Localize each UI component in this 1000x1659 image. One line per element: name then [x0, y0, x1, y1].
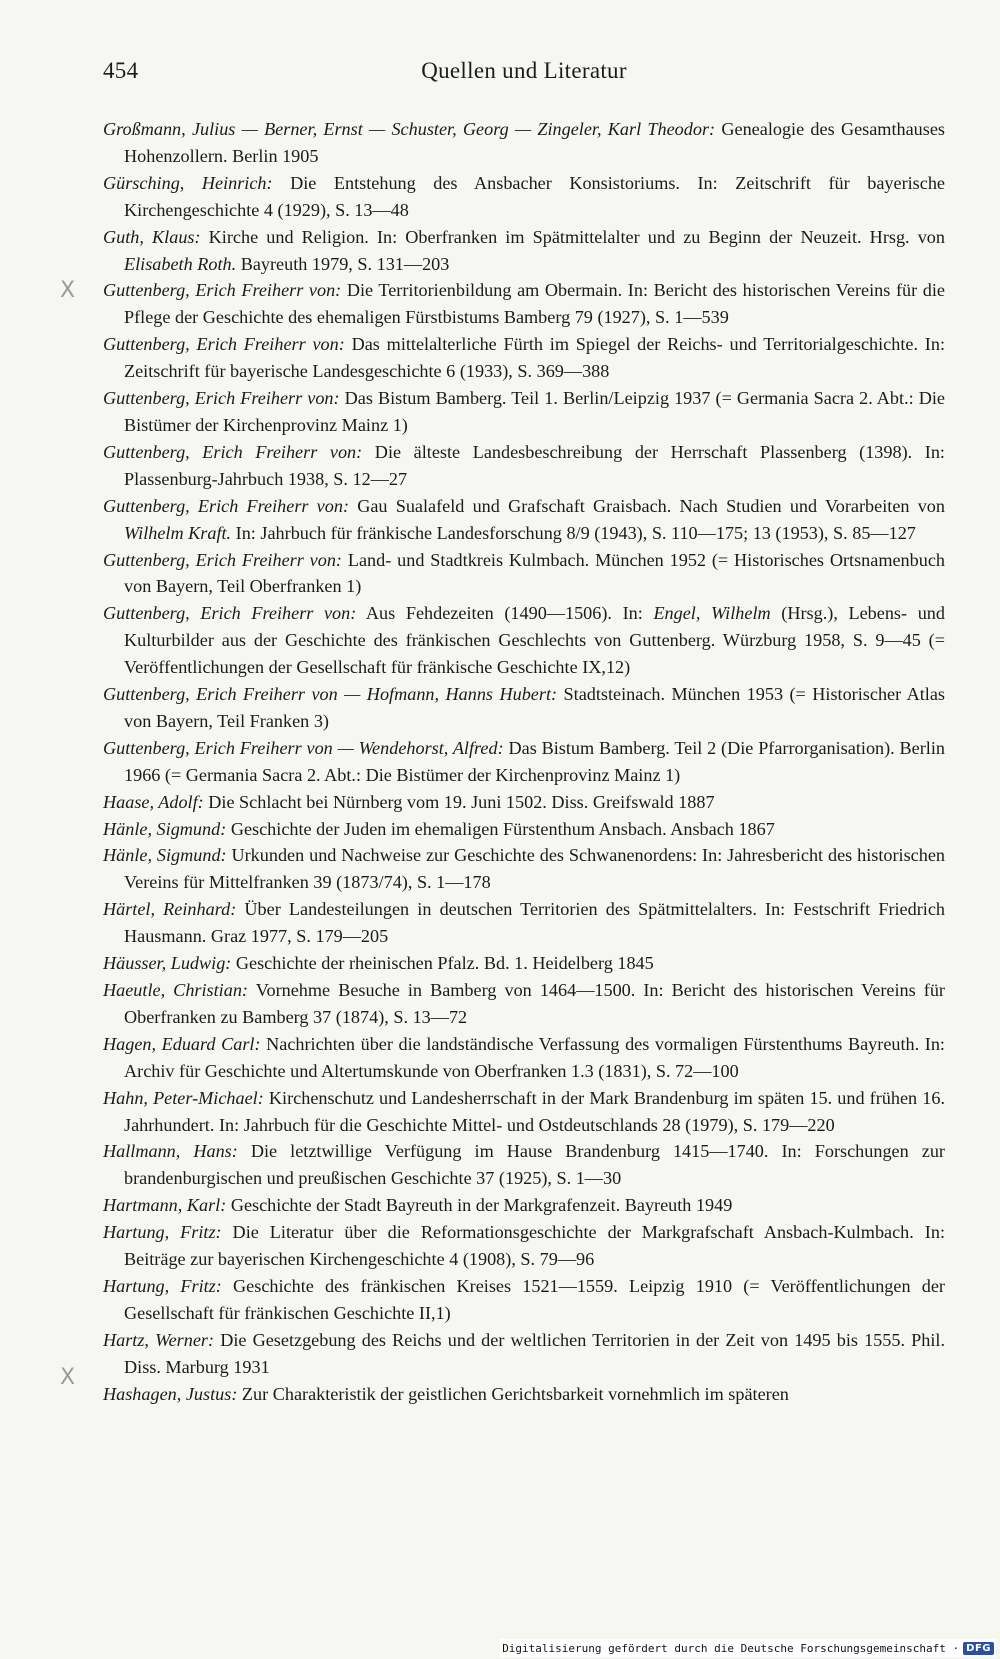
bibliography-entry: [103, 735, 945, 789]
funding-note: Digitalisierung gefördert durch die Deutsche Forschungsgemeinschaft ·: [502, 1641, 960, 1655]
entry-author: Guttenberg, Erich Freiherr von:: [103, 441, 363, 462]
entry-author: Hartz, Werner:: [103, 1329, 215, 1350]
entry-text: Geschichte der Stadt Bayreuth in der Markgrafenzeit. Bayreuth 1949: [226, 1195, 733, 1216]
entry-text: Das mittelalterliche Fürth im Spiegel der Reichs- und Territorialgeschichte. In: Zeitschrift für bayerische Landesgeschichte 6 (1933), S. 369—388: [124, 334, 945, 382]
bibliography-entry: [103, 1273, 945, 1327]
entry-text: Kirchenschutz und Landesherrschaft in der Mark Brandenburg im späten 15. und frühen 16. Jahrhundert. In: Jahrbuch für die Geschichte Mittel- und Ostdeutschlands 28 (1979), S. 179—220: [124, 1087, 945, 1135]
entry-text: Kirche und Religion. In: Oberfranken im Spätmittelalter und zu Beginn der Neuzeit. Hrsg. von: [200, 226, 945, 247]
entry-text: Vornehme Besuche in Bamberg von 1464—1500. In: Bericht des historischen Vereins für Oberfranken zu Bamberg 37 (1874), S. 13—72: [124, 980, 945, 1027]
entry-author: Hashagen, Justus:: [103, 1383, 238, 1404]
entry-text: Das Bistum Bamberg. Teil 1. Berlin/Leipzig 1937 (= Germania Sacra 2. Abt.: Die Bistümer der Kirchenprovinz Mainz 1): [124, 388, 945, 435]
bibliography-entry: [103, 1219, 945, 1273]
entry-text: Die Territorienbildung am Obermain. In: Bericht des historischen Vereins für die Pflege der Geschichte des ehemaligen Fürstbistums Bamberg 79 (1927), S. 1—539: [124, 280, 945, 328]
entry-text: Die Literatur über die Reformationsgeschichte der Markgrafschaft Ansbach-Kulmbach. In: Beiträge zur bayerischen Kirchengeschichte 4 (1908), S. 79—96: [124, 1222, 945, 1270]
bibliography-entry: [103, 789, 945, 816]
bibliography-entry: [103, 547, 945, 601]
entry-author: Härtel, Reinhard:: [103, 899, 237, 920]
bibliography-entry: [103, 896, 945, 950]
bibliography-entry: [103, 950, 945, 977]
entry-text: Aus Fehdezeiten (1490—1506). In:: [356, 603, 654, 624]
bibliography-entry: [103, 170, 945, 224]
entry-text: Geschichte der Juden im ehemaligen Fürstenthum Ansbach. Ansbach 1867: [226, 818, 775, 839]
entry-text: Urkunden und Nachweise zur Geschichte des Schwanenordens: In: Jahresbericht des historischen Vereins für Mittelfranken 39 (1873/74), S. 1—178: [124, 845, 945, 893]
entry-author: Hagen, Eduard Carl:: [103, 1033, 261, 1054]
entry-author: Hartmann, Karl:: [103, 1195, 227, 1216]
entry-text: Gau Sualafeld und Grafschaft Graisbach. Nach Studien und Vorarbeiten von: [349, 495, 945, 516]
bibliography-entry: [103, 1138, 945, 1192]
entry-author: Hallmann, Hans:: [103, 1141, 238, 1162]
entry-author: Hänle, Sigmund:: [103, 818, 227, 839]
bibliography-entry: [103, 493, 945, 547]
entry-text: Die Entstehung des Ansbacher Konsistoriums. In: Zeitschrift für bayerische Kirchengeschichte 4 (1929), S. 13—48: [124, 172, 945, 220]
entry-text: Das Bistum Bamberg. Teil 2 (Die Pfarrorganisation). Berlin 1966 (= Germania Sacra 2. Abt.: Die Bistümer der Kirchenprovinz Mainz 1): [124, 737, 946, 785]
entry-author: Haeutle, Christian:: [103, 980, 248, 1000]
entry-author: Hartung, Fritz:: [103, 1275, 222, 1296]
bibliography-entry: [103, 1381, 945, 1408]
entry-author: Guth, Klaus:: [103, 226, 201, 247]
entry-author: Guttenberg, Erich Freiherr von:: [103, 280, 342, 301]
digitization-footer: [500, 1639, 996, 1657]
bibliography-entry: [103, 331, 945, 385]
bibliography-list: [103, 116, 945, 1408]
bibliography-entry: [103, 224, 945, 278]
entry-text: Genealogie des Gesamthauses Hohenzollern. Berlin 1905: [124, 119, 945, 166]
bibliography-entry: [103, 977, 945, 1031]
bibliography-entry: [103, 681, 945, 735]
bibliography-entry: [103, 439, 945, 493]
entry-italic-name: Wilhelm Kraft.: [124, 522, 232, 543]
entry-author: Guttenberg, Erich Freiherr von:: [103, 603, 357, 624]
entry-text: Zur Charakteristik der geistlichen Gerichtsbarkeit vornehmlich im späteren: [237, 1383, 789, 1404]
entry-text: Die letztwillige Verfügung im Hause Brandenburg 1415—1740. In: Forschungen zur brandenburgischen und preußischen Geschichte 37 (1925), S. 1—30: [124, 1141, 945, 1189]
entry-author: Hänle, Sigmund:: [103, 845, 227, 866]
entry-author: Gürsching, Heinrich:: [103, 172, 273, 193]
entry-text: Stadtsteinach. München 1953 (= Historischer Atlas von Bayern, Teil Franken 3): [124, 684, 946, 731]
bibliography-entry: [103, 600, 945, 681]
bibliography-entry: [103, 385, 945, 439]
entry-text: Land- und Stadtkreis Kulmbach. München 1952 (= Historisches Ortsnamenbuch von Bayern, Teil Oberfranken 1): [124, 549, 945, 597]
running-title: Quellen und Literatur: [421, 58, 627, 83]
page-header: [103, 58, 945, 98]
entry-author: Guttenberg, Erich Freiherr von:: [103, 388, 340, 409]
bibliography-entry: [103, 1192, 945, 1219]
bibliography-entry: [103, 277, 945, 331]
bibliography-entry: [103, 1085, 945, 1139]
entry-author: Hahn, Peter-Michael:: [103, 1087, 264, 1108]
dfg-logo: DFG: [963, 1642, 994, 1655]
bibliography-entry: [103, 816, 945, 843]
entry-author: Guttenberg, Erich Freiherr von:: [103, 549, 342, 570]
page-number: 454: [103, 58, 139, 83]
entry-text: Die Gesetzgebung des Reichs und der weltlichen Territorien in der Zeit von 1495 bis 1555. Phil. Diss. Marburg 1931: [124, 1329, 946, 1377]
bibliography-entry: [103, 842, 945, 896]
entry-text: Geschichte der rheinischen Pfalz. Bd. 1. Heidelberg 1845: [231, 953, 654, 974]
entry-author: Großmann, Julius — Berner, Ernst — Schuster, Georg — Zingeler, Karl Theodor:: [103, 119, 716, 139]
entry-author: Guttenberg, Erich Freiherr von:: [103, 334, 345, 355]
margin-pencil-mark: X: [60, 1365, 76, 1390]
entry-text: (Hrsg.), Lebens- und Kulturbilder aus der Geschichte des fränkischen Geschlechts von Guttenberg. Würzburg 1958, S. 9—45 (= Veröffentlichungen der Gesellschaft für fränkische Geschichte IX,12): [124, 603, 945, 678]
entry-text: Bayreuth 1979, S. 131—203: [236, 253, 450, 274]
entry-text: Die älteste Landesbeschreibung der Herrschaft Plassenberg (1398). In: Plassenburg-Jahrbuch 1938, S. 12—27: [124, 441, 945, 489]
entry-italic-name: Engel, Wilhelm: [653, 603, 771, 624]
entry-text: Die Schlacht bei Nürnberg vom 19. Juni 1502. Diss. Greifswald 1887: [203, 791, 715, 812]
entry-text: Geschichte des fränkischen Kreises 1521—1559. Leipzig 1910 (= Veröffentlichungen der Gesellschaft für fränkischen Geschichte II,1): [124, 1275, 945, 1323]
entry-author: Hartung, Fritz:: [103, 1222, 222, 1243]
entry-author: Häusser, Ludwig:: [103, 953, 232, 974]
entry-text: In: Jahrbuch für fränkische Landesforschung 8/9 (1943), S. 110—175; 13 (1953), S. 85—127: [231, 522, 916, 543]
bibliography-entry: [103, 1327, 945, 1381]
entry-author: Guttenberg, Erich Freiherr von — Wendehorst, Alfred:: [103, 737, 504, 758]
entry-author: Guttenberg, Erich Freiherr von — Hofmann, Hanns Hubert:: [103, 684, 558, 705]
margin-pencil-mark: X: [60, 278, 76, 303]
entry-author: Guttenberg, Erich Freiherr von:: [103, 495, 349, 516]
entry-text: Nachrichten über die landständische Verfassung des vormaligen Fürstenthums Bayreuth. In: Archiv für Geschichte und Altertumskunde von Oberfranken 1.3 (1831), S. 72—100: [124, 1033, 945, 1081]
entry-author: Haase, Adolf:: [103, 791, 204, 812]
entry-italic-name: Elisabeth Roth.: [124, 253, 237, 274]
entry-text: Über Landesteilungen in deutschen Territorien des Spätmittelalters. In: Festschrift Friedrich Hausmann. Graz 1977, S. 179—205: [124, 899, 945, 947]
bibliography-entry: [103, 116, 945, 170]
bibliography-entry: [103, 1031, 945, 1085]
